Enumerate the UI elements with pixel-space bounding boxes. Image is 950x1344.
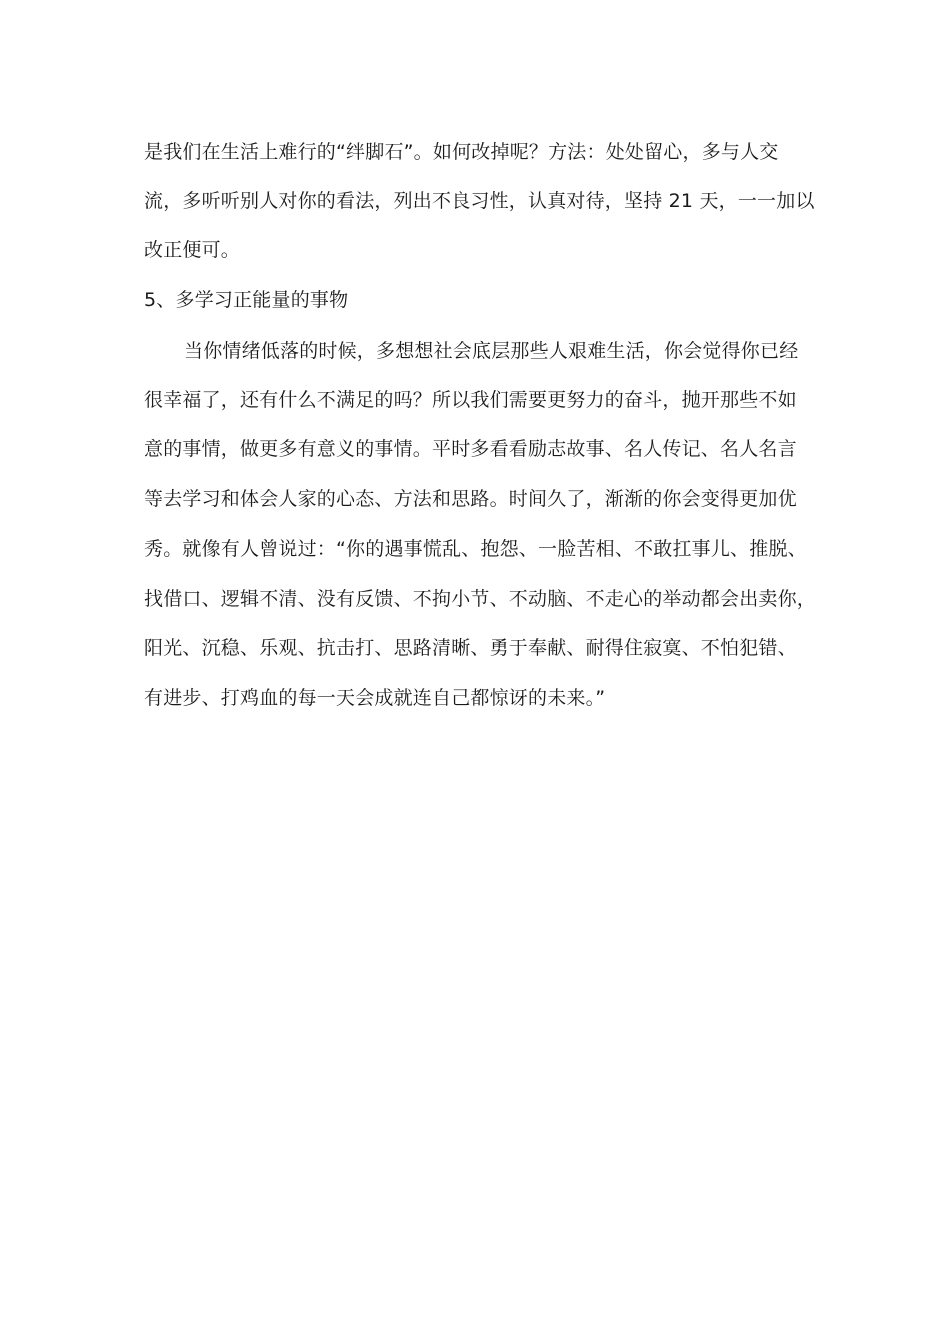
paragraph-line: 是我们在生活上难行的“绊脚石”。如何改掉呢？方法：处处留心，多与人交 [144,141,779,163]
paragraph-line: 有进步、打鸡血的每一天会成就连自己都惊讶的未来。” [144,687,606,709]
section-heading: 5、多学习正能量的事物 [144,289,349,311]
paragraph-line: 很幸福了，还有什么不满足的吗？所以我们需要更努力的奋斗，抛开那些不如 [144,389,797,411]
paragraph-line: 找借口、逻辑不清、没有反馈、不拘小节、不动脑、不走心的举动都会出卖你， [144,588,817,610]
paragraph-line: 秀。就像有人曾说过：“你的遇事慌乱、抱怨、一脸苦相、不敢扛事儿、推脱、 [144,538,807,560]
paragraph-line: 等去学习和体会人家的心态、方法和思路。时间久了，渐渐的你会变得更加优 [144,488,797,510]
paragraph-line: 意的事情，做更多有意义的事情。平时多看看励志故事、名人传记、名人名言 [144,438,797,460]
paragraph-line: 阳光、沉稳、乐观、抗击打、思路清晰、勇于奉献、耐得住寂寞、不怕犯错、 [144,637,797,659]
paragraph-line: 当你情绪低落的时候，多想想社会底层那些人艰难生活，你会觉得你已经 [184,340,799,362]
paragraph-line: 改正便可。 [144,239,241,261]
paragraph-line: 流，多听听别人对你的看法，列出不良习性，认真对待，坚持 21 天，一一加以 [144,190,815,212]
